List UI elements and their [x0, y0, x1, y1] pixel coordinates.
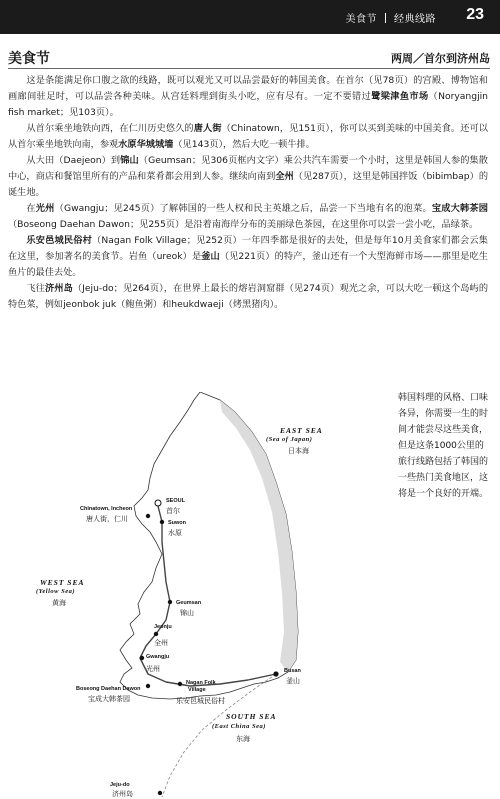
paragraph-gwangju: 在光州（Gwangju；见245页）了解韩国的一些人权和民主英雄之后，品尝一下当地有名的泡菜。宝成大韩茶园（Boseong Daehan Dawon；见255页）是沿着南海岸分布的美丽绿色茶园，在这里你可以尝一尝小吃，品绿茶。 — [8, 203, 488, 230]
label-suwon-zh: 水原 — [168, 529, 182, 537]
highlight-chinatown: 唐人街 — [193, 123, 222, 134]
stop-suwon — [160, 520, 164, 524]
highlight-suwon: 水原华城城墙 — [118, 139, 174, 150]
west-sea-zh-label: 黄海 — [52, 599, 66, 607]
section-name: 经典线路 — [394, 14, 436, 25]
page-number: 23 — [466, 6, 484, 23]
paragraph-seoul: 这是条能满足你口腹之欲的线路，既可以观光又可以品尝最好的韩国美食。在首尔（见78页）的宫殿、博物馆和画廊间驻足时，可以品尝各种美味。从宫廷料理到街头小吃，应有尽有。一定不要错过鹭梁津鱼市场（Noryangjin fish market；见103页）。 — [8, 75, 489, 118]
stop-jeju — [158, 791, 162, 795]
label-seoul-zh: 首尔 — [166, 507, 180, 515]
label-nagan-en: Nagan Folk — [186, 680, 216, 686]
label-jeonju-zh: 全州 — [154, 639, 168, 647]
page-header — [0, 0, 500, 34]
label-jeju-zh: 济州岛 — [112, 790, 133, 798]
label-gwangju-zh: 光州 — [146, 665, 160, 673]
label-boseong-en: Boseong Daehan Dawon — [76, 686, 141, 692]
label-suwon-en: Suwon — [168, 520, 187, 526]
highlight-nagan: 乐安邑城民俗村 — [26, 235, 93, 246]
highlight-busan: 釜山 — [201, 251, 220, 262]
stop-incheon — [146, 514, 150, 518]
label-nagan-zh: 乐安邑城民俗村 — [176, 697, 225, 705]
sidebar-note: 韩国料理的风格、口味各异，你需要一生的时间才能尝尽这些美食，但是这条1000公里的旅行线路包括了韩国的一些热门美食地区，这将是一个良好的开端。 — [398, 393, 489, 499]
map-graphic — [30, 392, 390, 797]
west-sea-label: WEST SEA — [40, 578, 85, 587]
label-incheon-en: Chinatown, Incheon — [80, 506, 133, 512]
east-sea-label: EAST SEA — [280, 426, 323, 435]
label-gwangju-en: Gwangju — [146, 654, 170, 660]
running-title: 美食节 — [345, 14, 377, 25]
label-geumsan-en: Geumsan — [176, 600, 202, 606]
itinerary-route: 两周／首尔到济州岛 — [391, 52, 490, 65]
running-header — [346, 10, 437, 25]
highlight-boseong: 宝成大韩茶园 — [431, 203, 488, 214]
label-geumsan-zh: 锦山 — [180, 609, 194, 617]
stop-busan — [273, 671, 278, 676]
stop-boseong — [146, 684, 150, 688]
east-sea-en-label: (Sea of Japan) — [266, 436, 313, 443]
south-sea-en-label: (East China Sea) — [212, 723, 266, 730]
route-map — [30, 392, 390, 797]
header-divider — [385, 13, 386, 23]
stop-jeonju — [154, 632, 158, 636]
south-sea-zh-label: 东海 — [236, 735, 250, 743]
highlight-jeju: 济州岛 — [44, 283, 73, 294]
label-nagan-en2: Village — [188, 687, 206, 693]
label-busan-zh: 釜山 — [286, 677, 300, 685]
paragraph-nagan: 乐安邑城民俗村（Nagan Folk Village；见252页）一年四季都是很好的去处，但是每年10月美食家们都会云集在这里，参加著名的美食节。岩鱼（ureok）是釜山（见221页）的特产，釜山还有一个大型海鲜市场——那里是吃生鱼片的最佳去处。 — [8, 235, 488, 278]
paragraph-geumsan: 从大田（Daejeon）到锦山（Geumsan；见306页框内文字）乘公共汽车需要一个小时，这里是韩国人参的集散中心，商店和餐馆里所有的产品和菜肴都会用到人参。继续向南到全州（见287页），这里是韩国拌饭（bibimbap）的诞生地。 — [8, 155, 489, 198]
jeju-line — [162, 674, 276, 797]
stop-geumsan — [168, 600, 172, 604]
paragraph-incheon: 从首尔乘坐地铁向西，在仁川历史悠久的唐人街（Chinatown，见151页），你可以买到美味的中国美食。还可以从首尔乘坐地铁向南，参观水原华城城墙（见143页），然后大吃一顿牛排。 — [8, 123, 488, 150]
label-seoul-en: SEOUL — [166, 498, 185, 504]
itinerary-body — [8, 73, 488, 313]
paragraph-jeju: 飞往济州岛（Jeju-do；见264页），在世界上最长的熔岩洞窟群（见274页）观光之余，可以大吃一顿这个岛屿的特色菜，例如jeonbok juk（鲍鱼粥）和heukdwaeji（烤黑猪肉）。 — [8, 283, 489, 310]
stop-gwangju — [140, 656, 144, 660]
title-row — [8, 48, 490, 69]
east-sea-zh-label: 日本海 — [288, 447, 309, 455]
itinerary-title: 美食节 — [8, 51, 50, 67]
label-busan-en: Busan — [284, 668, 301, 674]
label-jeonju-en: Jeonju — [154, 624, 172, 630]
stop-seoul — [155, 500, 161, 506]
label-jeju-en: Jeju-do — [110, 782, 130, 788]
highlight-gwangju: 光州 — [35, 203, 55, 214]
stop-nagan — [178, 682, 182, 686]
highlight-jeonju: 全州 — [275, 171, 294, 182]
west-sea-en-label: (Yellow Sea) — [36, 588, 76, 595]
south-sea-label: SOUTH SEA — [226, 712, 277, 721]
highlight-geumsan: 锦山 — [120, 155, 139, 166]
highlight-noryangjin: 鹭梁津鱼市场 — [371, 91, 429, 102]
label-boseong-zh: 宝成大韩茶园 — [88, 695, 130, 703]
label-incheon-zh: 唐人街，仁川 — [86, 515, 128, 523]
